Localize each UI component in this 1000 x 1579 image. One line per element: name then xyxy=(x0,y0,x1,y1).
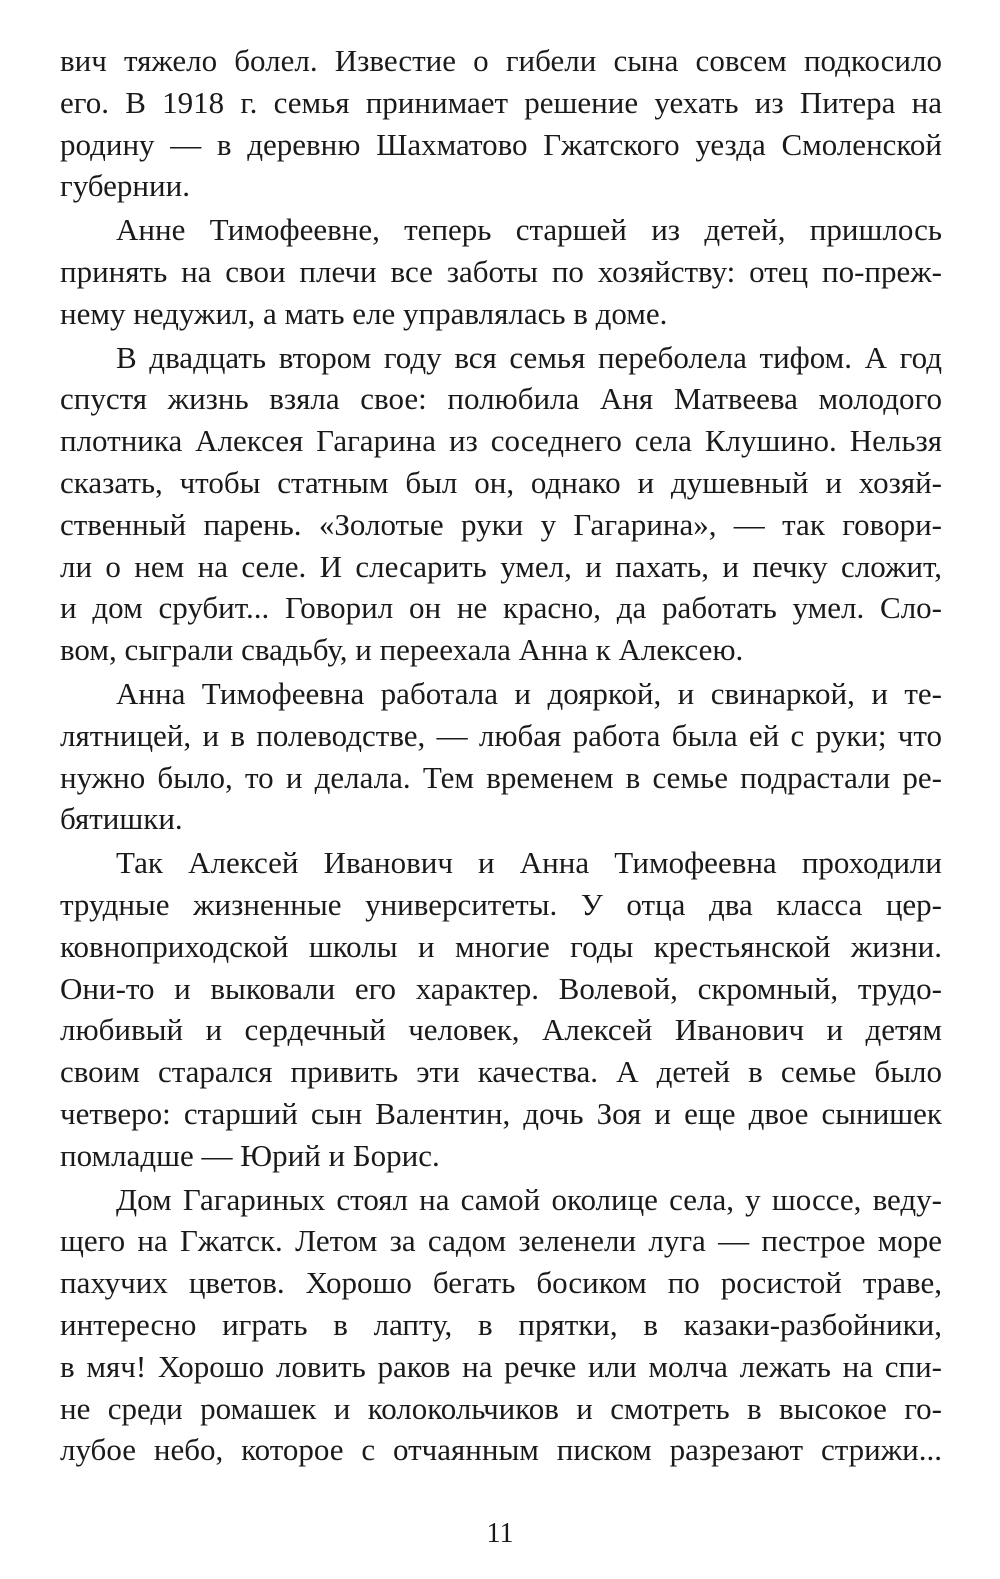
paragraph xyxy=(60,209,942,334)
text-line: нужно было, то и делала. Тем временем в семье подрастали ре- xyxy=(60,759,942,795)
text-line: лятницей, и в полеводстве, — любая работа была ей с руки; что xyxy=(60,717,942,753)
paragraph xyxy=(60,1179,942,1472)
text-line: губернии. xyxy=(60,168,190,204)
text-line: Так Алексей Иванович и Анна Тимофеевна проходили xyxy=(116,845,942,881)
text-line: помладше — Юрий и Борис. xyxy=(60,1137,440,1173)
text-line: своим старался привить эти качества. А детей в семье было xyxy=(60,1054,942,1090)
text-line: Анне Тимофеевне, теперь старшей из детей, пришлось xyxy=(116,212,942,248)
text-line: трудные жизненные университеты. У отца два класса цер- xyxy=(60,886,942,922)
text-line: принять на свои плечи все заботы по хозяйству: отец по-преж- xyxy=(60,253,942,289)
text-line: ственный парень. «Золотые руки у Гагарина», — так говори- xyxy=(60,506,942,542)
text-line: Анна Тимофеевна работала и дояркой, и свинаркой, и те- xyxy=(116,675,942,711)
text-line: интересно играть в лапту, в прятки, в казаки-разбойники, xyxy=(60,1306,942,1342)
page-body xyxy=(60,40,942,1471)
text-line: щего на Гжатск. Летом за садом зеленели луга — пестрое море xyxy=(60,1223,942,1259)
text-line: и дом срубит... Говорил он не красно, да работать умел. Сло- xyxy=(60,590,942,626)
paragraph xyxy=(60,842,942,1176)
text-line: вич тяжело болел. Известие о гибели сына совсем подкосило xyxy=(60,43,942,78)
text-line: бятишки. xyxy=(60,801,183,837)
paragraph xyxy=(60,673,942,840)
text-line: ковноприходской школы и многие годы крестьянской жизни. xyxy=(60,928,942,964)
page-number: 11 xyxy=(486,1518,514,1549)
text-line: Дом Гагариных стоял на самой околице села, у шоссе, веду- xyxy=(116,1181,942,1217)
text-line: нему недужил, а мать еле управлялась в доме. xyxy=(60,295,668,331)
text-line: не среди ромашек и колокольчиков и смотреть в высокое го- xyxy=(60,1390,942,1426)
text-line: ли о нем на селе. И слесарить умел, и пахать, и печку сложит, xyxy=(60,548,942,584)
text-line: спустя жизнь взяла свое: полюбила Аня Матвеева молодого xyxy=(60,381,942,417)
text-line: любивый и сердечный человек, Алексей Иванович и детям xyxy=(60,1012,942,1048)
text-line: сказать, чтобы статным был он, однако и душевный и хозяй- xyxy=(60,464,942,500)
paragraph xyxy=(60,337,942,671)
text-line: лубое небо, которое с отчаянным писком разрезают стрижи... xyxy=(60,1432,942,1468)
text-line: четверо: старший сын Валентин, дочь Зоя и еще двое сынишек xyxy=(60,1095,942,1131)
text-line: Они-то и выковали его характер. Волевой, скромный, трудо- xyxy=(60,970,942,1006)
text-line: его. В 1918 г. семья принимает решение уехать из Питера на xyxy=(60,84,942,120)
paragraph xyxy=(60,40,942,207)
text-line: вом, сыграли свадьбу, и переехала Анна к Алексею. xyxy=(60,632,744,668)
text-line: пахучих цветов. Хорошо бегать босиком по росистой траве, xyxy=(60,1265,942,1301)
text-line: в мяч! Хорошо ловить раков на речке или молча лежать на спи- xyxy=(60,1348,942,1384)
text-line: плотника Алексея Гагарина из соседнего села Клушино. Нельзя xyxy=(60,423,942,459)
text-line: В двадцать втором году вся семья переболела тифом. А год xyxy=(116,339,942,375)
text-line: родину — в деревню Шахматово Гжатского уезда Смоленской xyxy=(60,126,942,162)
